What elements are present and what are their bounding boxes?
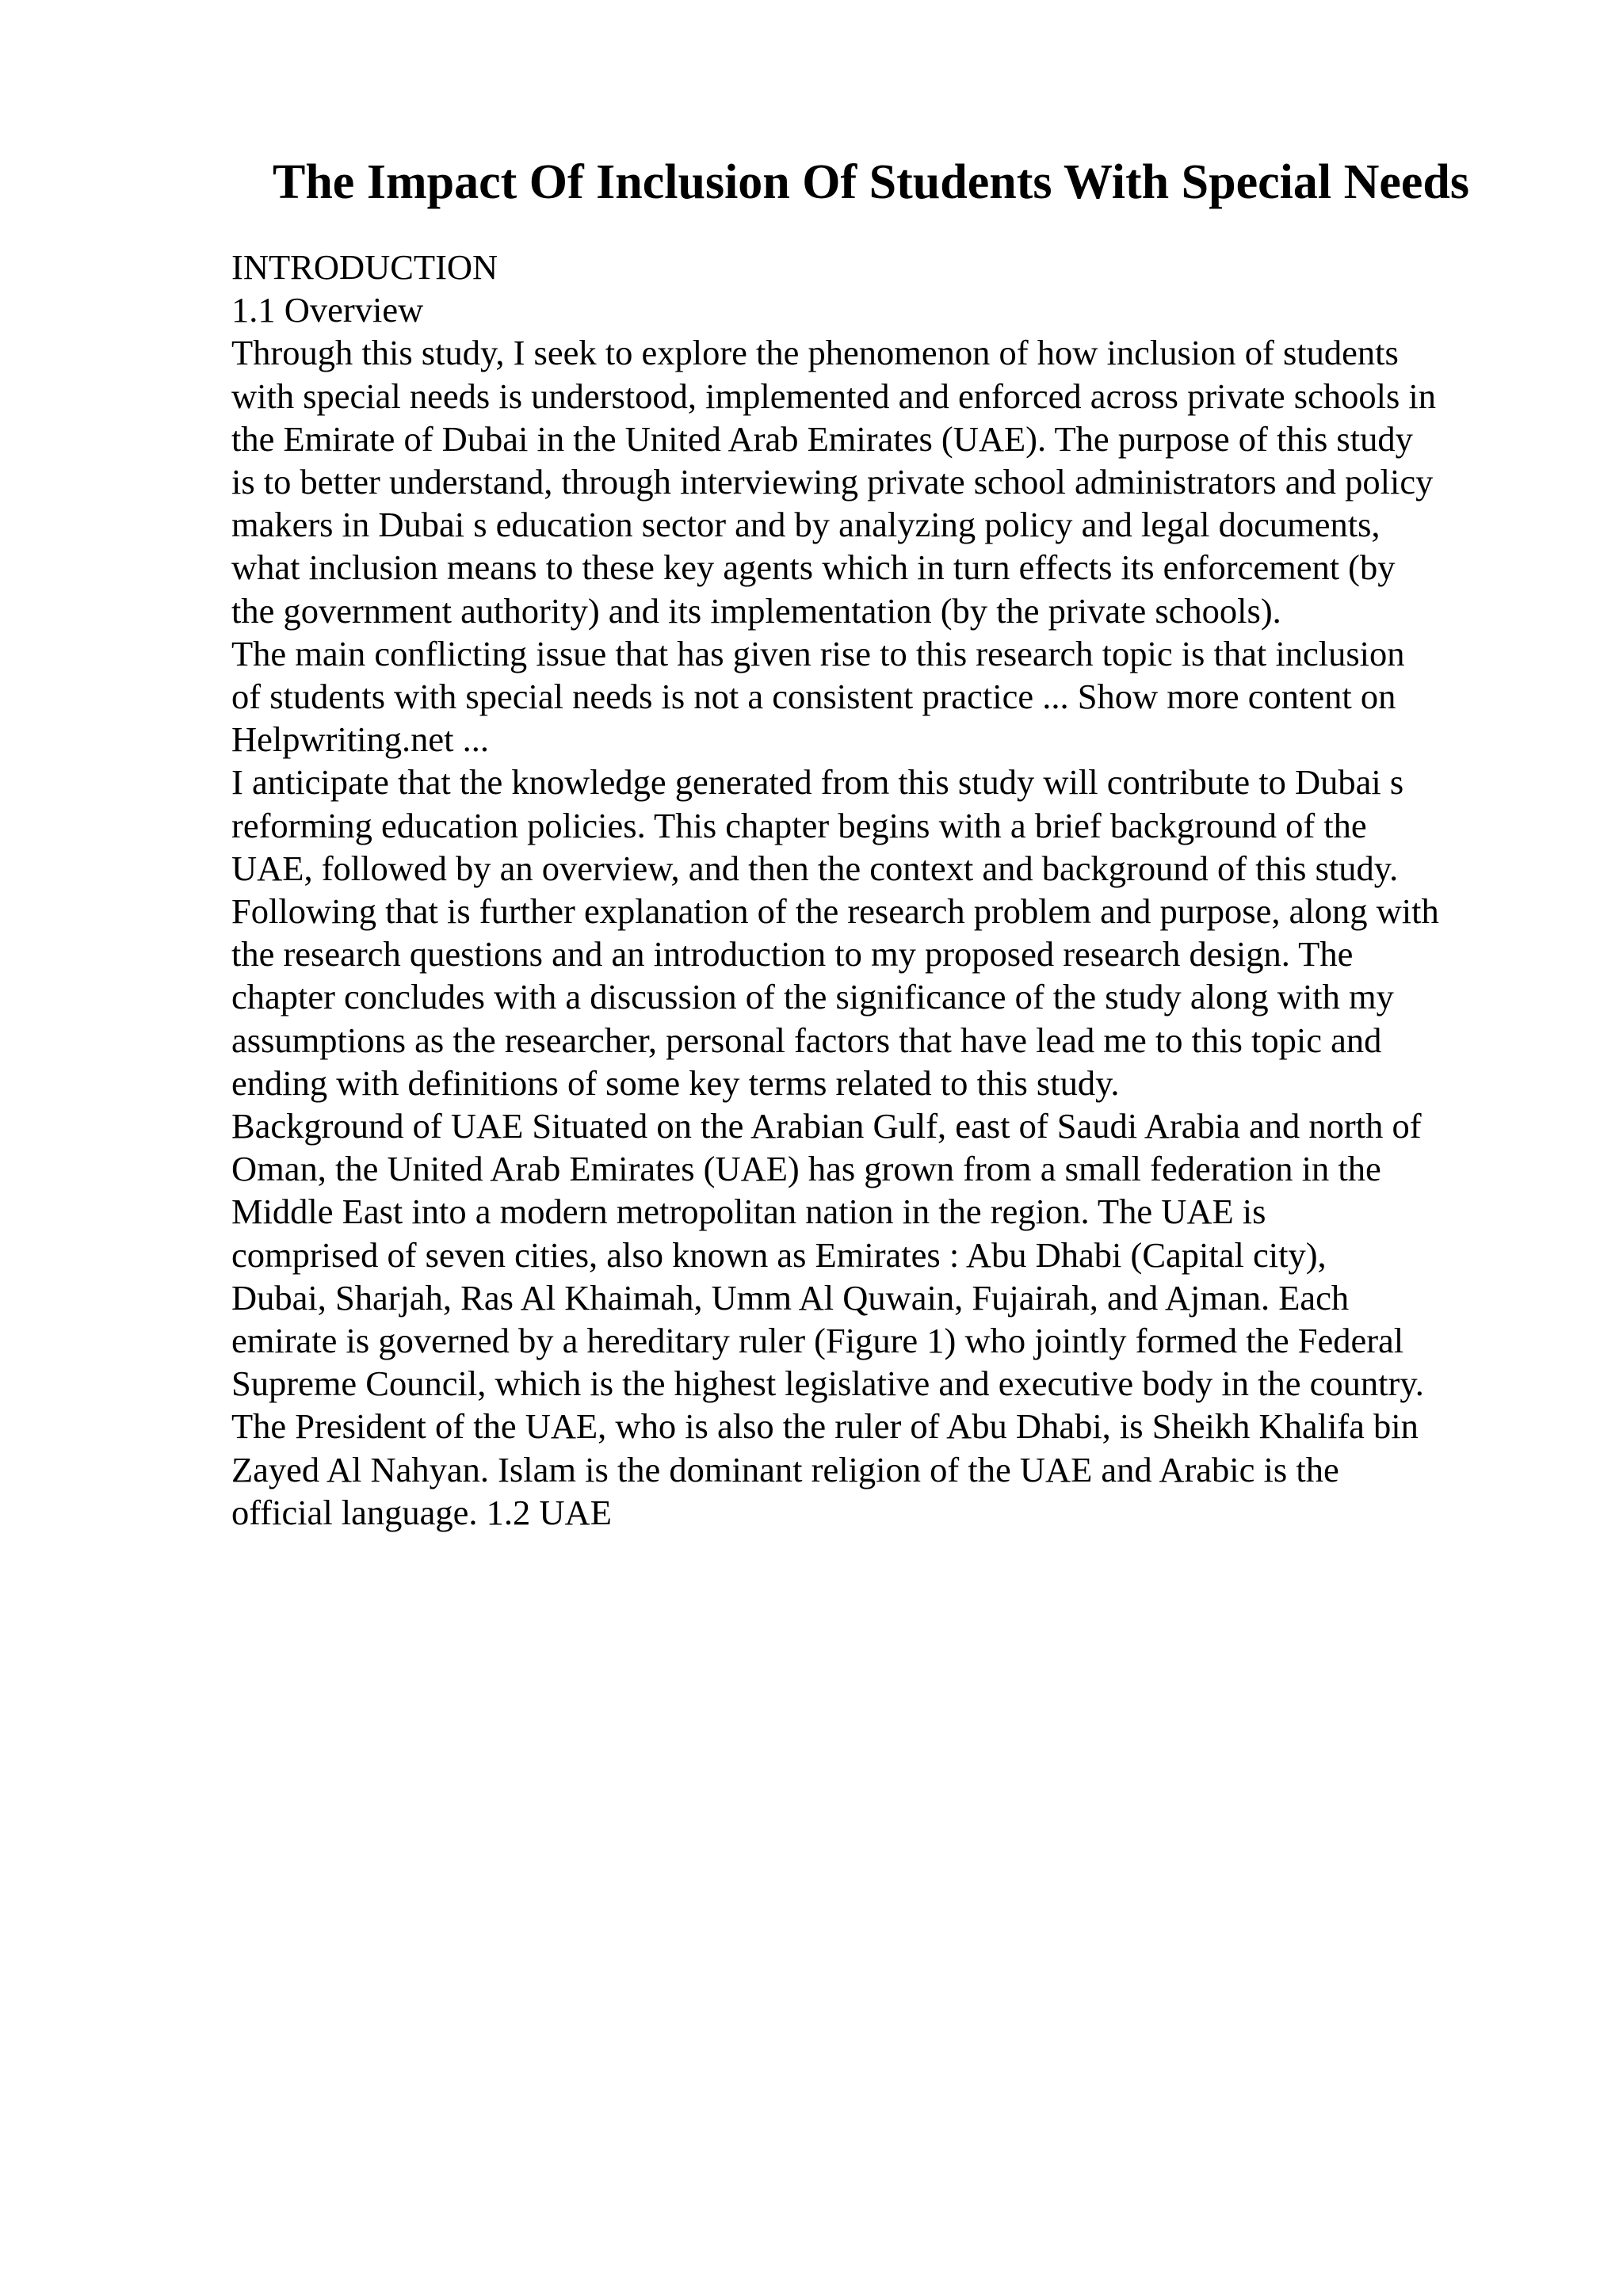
text-line: Following that is further explanation of the research problem and purpose, along with — [231, 891, 1439, 932]
text-line: the government authority) and its implementation (by the private schools). — [231, 590, 1281, 631]
text-line: Dubai, Sharjah, Ras Al Khaimah, Umm Al Quwain, Fujairah, and Ajman. Each — [231, 1277, 1350, 1318]
text-line: reforming education policies. This chapter begins with a brief background of the — [231, 805, 1367, 845]
text-line: chapter concludes with a discussion of the significance of the study along with my — [231, 977, 1394, 1017]
document-title: The Impact Of Inclusion Of Students With Special Needs — [272, 155, 1470, 209]
text-line: Supreme Council, which is the highest legislative and executive body in the country. — [231, 1363, 1424, 1404]
text-line: emirate is governed by a hereditary ruler (Figure 1) who jointly formed the Federal — [231, 1321, 1404, 1361]
subsection-heading-overview: 1.1 Overview — [231, 290, 424, 330]
text-line: the research questions and an introduction to my proposed research design. The — [231, 934, 1354, 974]
text-line: Oman, the United Arab Emirates (UAE) has grown from a small federation in the — [231, 1149, 1381, 1189]
text-line: I anticipate that the knowledge generated from this study will contribute to Dubai s — [231, 762, 1404, 803]
text-line: Through this study, I seek to explore the phenomenon of how inclusion of students — [231, 333, 1399, 373]
text-line: with special needs is understood, implemented and enforced across private schools in — [231, 376, 1436, 416]
text-line: the Emirate of Dubai in the United Arab Emirates (UAE). The purpose of this study — [231, 418, 1413, 459]
text-line: Helpwriting.net ... — [231, 719, 490, 760]
text-line: Middle East into a modern metropolitan nation in the region. The UAE is — [231, 1192, 1266, 1232]
text-line: official language. 1.2 UAE — [231, 1492, 612, 1532]
text-line: Zayed Al Nahyan. Islam is the dominant religion of the UAE and Arabic is the — [231, 1449, 1339, 1489]
text-line: assumptions as the researcher, personal factors that have lead me to this topic and — [231, 1020, 1382, 1060]
text-line: what inclusion means to these key agents which in turn effects its enforcement (by — [231, 547, 1396, 588]
text-line: The President of the UAE, who is also the ruler of Abu Dhabi, is Sheikh Khalifa bin — [231, 1406, 1419, 1447]
text-line: ending with definitions of some key terms related to this study. — [231, 1062, 1120, 1103]
text-line: Background of UAE Situated on the Arabian Gulf, east of Saudi Arabia and north of — [231, 1106, 1422, 1146]
text-line: makers in Dubai s education sector and by analyzing policy and legal documents, — [231, 505, 1381, 545]
text-line: The main conflicting issue that has given rise to this research topic is that inclusion — [231, 633, 1405, 673]
text-line: of students with special needs is not a consistent practice ... Show more content on — [231, 677, 1396, 717]
text-line: comprised of seven cities, also known as Emirates : Abu Dhabi (Capital city), — [231, 1234, 1327, 1275]
text-line: UAE, followed by an overview, and then the context and background of this study. — [231, 848, 1399, 888]
document-body — [231, 246, 1515, 1534]
text-line: is to better understand, through interviewing private school administrators and policy — [231, 462, 1434, 502]
section-heading-introduction: INTRODUCTION — [231, 247, 498, 287]
